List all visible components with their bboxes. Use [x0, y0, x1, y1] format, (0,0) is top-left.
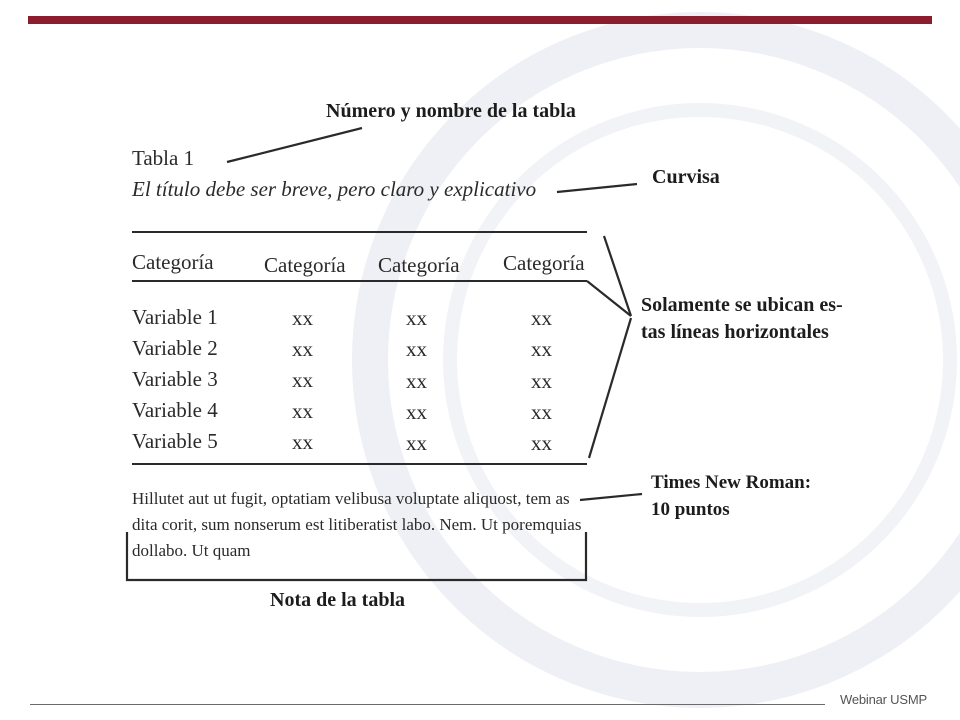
annotation-italic: Curvisa [652, 166, 720, 188]
cell-value: xx [406, 431, 427, 455]
header-category-2: Categoría [264, 253, 346, 277]
table-bottom-rule [132, 463, 587, 465]
cell-value: xx [531, 306, 552, 330]
table-header-rule [132, 280, 587, 282]
annotation-font-line2: 10 puntos [651, 499, 730, 520]
row-label: Variable 4 [132, 398, 218, 422]
annotation-table-note: Nota de la tabla [270, 589, 405, 611]
table-title: El título debe ser breve, pero claro y explicativo [132, 177, 537, 201]
table-number: Tabla 1 [132, 146, 195, 170]
cell-value: xx [406, 306, 427, 330]
cell-value: xx [531, 400, 552, 424]
footer-label: Webinar USMP [840, 692, 927, 707]
table-note-text: Hillutet aut ut fugit, optatiam velibusa voluptate aliquost, tem as dita corit, sum nonserum est litiberatist labo. Nem. Ut poremquias dollabo. Ut quam [132, 489, 582, 560]
row-label: Variable 1 [132, 305, 218, 329]
cell-value: xx [406, 369, 427, 393]
cell-value: xx [292, 337, 313, 361]
table-top-rule [132, 231, 587, 233]
row-label: Variable 2 [132, 336, 218, 360]
footer-divider [30, 704, 825, 705]
cell-value: xx [531, 369, 552, 393]
header-category-1: Categoría [132, 250, 214, 274]
cell-value: xx [292, 399, 313, 423]
cell-value: xx [292, 368, 313, 392]
row-label: Variable 3 [132, 367, 218, 391]
cell-value: xx [531, 337, 552, 361]
annotation-font-line1: Times New Roman: [651, 472, 812, 493]
cell-value: xx [292, 430, 313, 454]
cell-value: xx [406, 337, 427, 361]
cell-value: xx [292, 306, 313, 330]
annotation-horizontal-lines [641, 292, 843, 346]
header-category-4: Categoría [503, 251, 585, 275]
header-category-3: Categoría [378, 253, 460, 277]
row-label: Variable 5 [132, 429, 218, 453]
annotation-table-number-name: Número y nombre de la tabla [326, 100, 576, 122]
annotation-font [651, 469, 811, 523]
annotation-horizontal-lines-line1: Solamente se ubican es- [641, 294, 843, 316]
cell-value: xx [406, 400, 427, 424]
annotation-horizontal-lines-line2: tas líneas horizontales [641, 321, 829, 343]
cell-value: xx [531, 431, 552, 455]
